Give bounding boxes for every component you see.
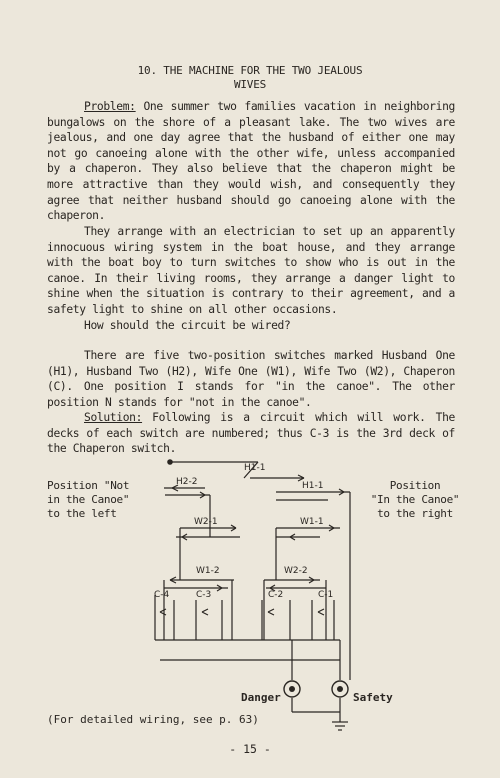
page-number: - 15 - xyxy=(229,742,271,756)
safety-label: Safety xyxy=(353,691,393,704)
label-w2-1: W2-1 xyxy=(194,517,218,527)
wiring-text: They arrange with an electrician to set up an apparently innocuous wiring system in the boat house, and they arrange with the boat boy to turn switches to show who is out in the canoe. In their living rooms, they arrange a danger light to shine when the situation is contrary to their agreement, and a safety light to shine on all other occasions. xyxy=(47,225,455,316)
input-terminal xyxy=(168,460,172,464)
footnote: (For detailed wiring, see p. 63) xyxy=(47,713,259,726)
position-in-label: Position "In the Canoe" to the right xyxy=(370,479,460,520)
section-title-line1: 10. THE MACHINE FOR THE TWO JEALOUS xyxy=(137,64,363,77)
problem-label: Problem: xyxy=(84,100,136,113)
label-c3: C-3 xyxy=(196,590,212,600)
danger-lamp xyxy=(284,681,300,697)
label-h1-1: H1-1 xyxy=(302,481,324,491)
label-w2-2: W2-2 xyxy=(284,566,308,576)
label-w1-2: W1-2 xyxy=(196,566,220,576)
label-h2-2: H2-2 xyxy=(176,477,198,487)
label-c1: C-1 xyxy=(318,590,334,600)
switches-text: There are five two-position switches marked Husband One (H1), Husband Two (H2), Wife One (W1), Wife Two (W2), Chaperon (C). One position I stands for "in the canoe". The other position N stands for "not in the canoe". xyxy=(47,349,455,409)
danger-label: Danger xyxy=(241,691,281,704)
question-text: How should the circuit be wired? xyxy=(84,319,291,332)
label-c4: C-4 xyxy=(154,590,170,600)
problem-text: One summer two families vacation in neighboring bungalows on the shore of a pleasant lake. The two wives are jealous, and one day agree that the husband of either one may not go canoeing alone with the other wife, unless accompanied by a chaperon. They also believe that the chaperon might be more attractive than they would wish, and consequently they agree that neither husband should go canoeing alone with the chaperon. xyxy=(47,100,455,223)
safety-lamp xyxy=(332,681,348,697)
position-not-label: Position "Not in the Canoe" to the left xyxy=(47,479,130,520)
label-w1-1: W1-1 xyxy=(300,517,324,527)
solution-label: Solution: xyxy=(84,411,143,424)
label-h1-1-top: H1-1 xyxy=(244,463,266,473)
solution-text: Following is a circuit which will work. The decks of each switch are numbered; thus C-3 is the 3rd deck of the Chaperon switch. xyxy=(47,411,455,456)
section-title-line2: WIVES xyxy=(233,78,267,91)
label-c2: C-2 xyxy=(268,590,284,600)
